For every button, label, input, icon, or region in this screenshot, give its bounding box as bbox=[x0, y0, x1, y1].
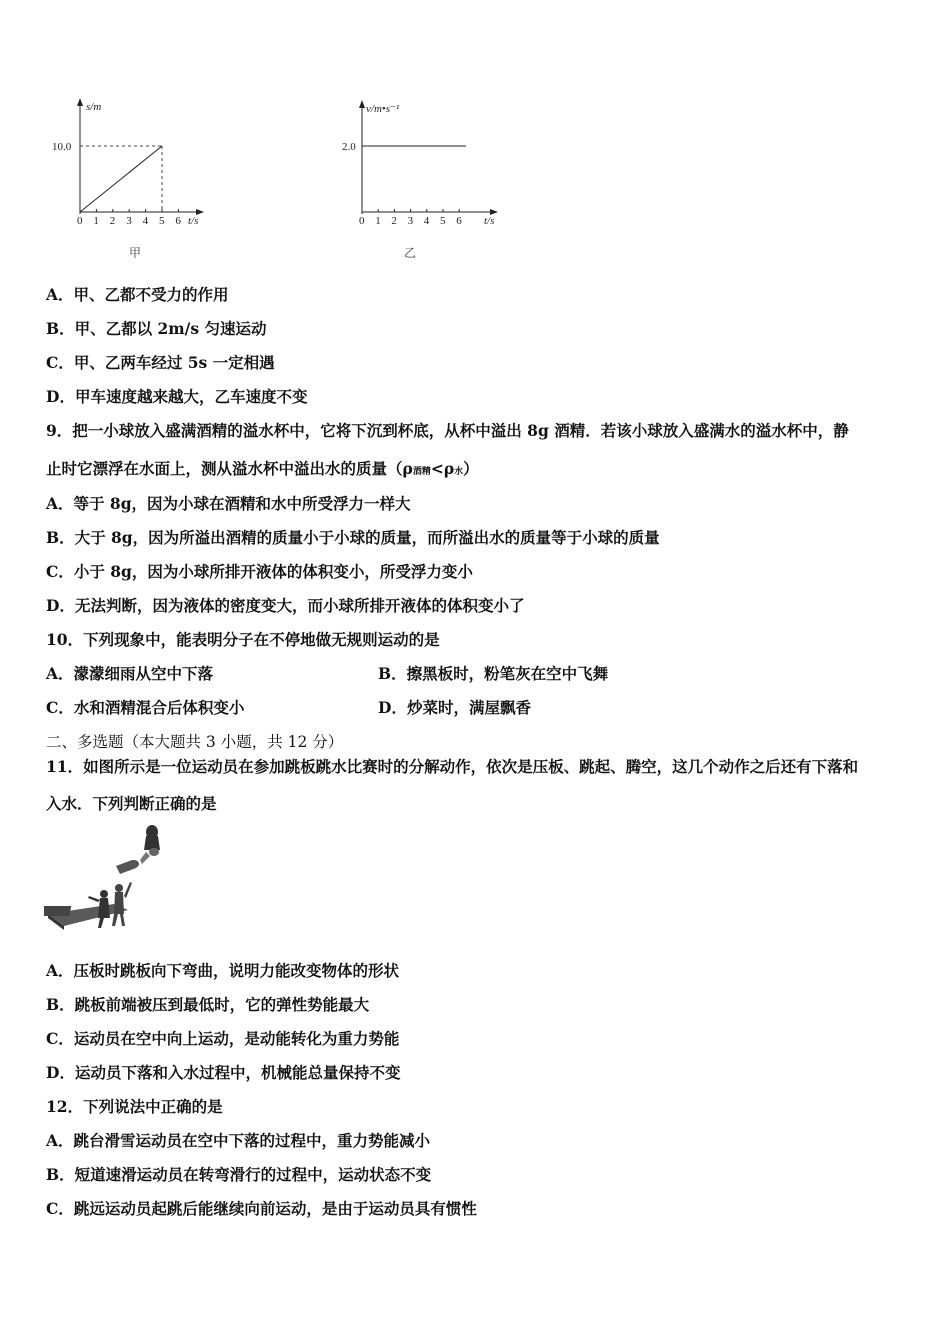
graph-jia-caption: 甲 bbox=[129, 246, 142, 260]
q9-stem-line1: 9．把一小球放入盛满酒精的溢水杯中，它将下沉到杯底，从杯中溢出 8g 酒精．若该小球放入盛满水的溢水杯中，静 bbox=[46, 421, 849, 440]
q8-option-d: D．甲车速度越来越大，乙车速度不变 bbox=[46, 387, 308, 406]
q10-option-c: C．水和酒精混合后体积变小 bbox=[46, 698, 245, 717]
q11-option-a: A．压板时跳板向下弯曲，说明力能改变物体的形状 bbox=[46, 961, 400, 980]
q10-stem: 10．下列现象中，能表明分子在不停地做无规则运动的是 bbox=[46, 630, 440, 649]
q11-option-d: D．运动员下落和入水过程中，机械能总量保持不变 bbox=[46, 1063, 401, 1082]
x-tick-label: 4 bbox=[142, 215, 149, 227]
x-tick-label: 0 bbox=[77, 215, 83, 227]
x-axis-label: t/s bbox=[188, 215, 199, 227]
y-axis-label: s/m bbox=[86, 101, 102, 113]
q9-stem-line2 bbox=[46, 459, 479, 482]
q9-compare: <ρ bbox=[430, 459, 455, 478]
y-value-label: 2.0 bbox=[342, 141, 356, 153]
q8-option-c: C．甲、乙两车经过 5s 一定相遇 bbox=[46, 353, 275, 372]
x-tick-label: 6 bbox=[456, 215, 462, 227]
y-axis-label: v/m•s⁻¹ bbox=[366, 103, 400, 115]
x-tick-label: 5 bbox=[440, 215, 446, 227]
section-heading: 二、多选题（本大题共 3 小题，共 12 分） bbox=[46, 733, 344, 751]
q8-option-b: B．甲、乙都以 2m/s 匀速运动 bbox=[46, 319, 267, 338]
q11-stem-line2: 入水．下列判断正确的是 bbox=[46, 794, 217, 813]
q9-option-a: A．等于 8g，因为小球在酒精和水中所受浮力一样大 bbox=[46, 494, 411, 513]
x-tick-label: 4 bbox=[423, 215, 430, 227]
graph-jia bbox=[40, 96, 270, 236]
q12-option-b: B．短道速滑运动员在转弯滑行的过程中，运动状态不变 bbox=[46, 1165, 432, 1184]
x-tick-label: 3 bbox=[407, 215, 414, 227]
diver-top bbox=[144, 825, 160, 856]
q9-option-d: D．无法判断，因为液体的密度变大，而小球所排开液体的体积变小了 bbox=[46, 596, 525, 615]
q11-option-c: C．运动员在空中向上运动，是动能转化为重力势能 bbox=[46, 1029, 400, 1048]
q12-stem: 12．下列说法中正确的是 bbox=[46, 1097, 223, 1116]
x-tick-label: 2 bbox=[109, 215, 116, 227]
x-tick-label: 5 bbox=[159, 215, 165, 227]
q8-option-a: A．甲、乙都不受力的作用 bbox=[46, 285, 229, 304]
q12-option-c: C．跳远运动员起跳后能继续向前运动，是由于运动员具有惯性 bbox=[46, 1199, 477, 1218]
graph-yi-caption: 乙 bbox=[404, 246, 417, 260]
x-axis-label: t/s bbox=[484, 215, 495, 227]
y-axis-arrow bbox=[359, 100, 365, 108]
q9-stem-text: 止时它漂浮在水面上，测从溢水杯中溢出水的质量（ρ bbox=[46, 459, 413, 478]
series-line bbox=[80, 146, 162, 212]
x-tick-label: 1 bbox=[375, 215, 381, 227]
diver-jump bbox=[112, 882, 132, 926]
q11-option-b: B．跳板前端被压到最低时，它的弹性势能最大 bbox=[46, 995, 370, 1014]
q10-option-b: B．擦黑板时，粉笔灰在空中飞舞 bbox=[378, 664, 609, 683]
q9-close: ） bbox=[463, 459, 479, 478]
x-tick-label: 6 bbox=[175, 215, 181, 227]
x-tick-label: 1 bbox=[93, 215, 99, 227]
q10-option-a: A．濛濛细雨从空中下落 bbox=[46, 664, 214, 683]
x-tick-label: 3 bbox=[126, 215, 132, 227]
q9-option-c: C．小于 8g，因为小球所排开液体的体积变小，所受浮力变小 bbox=[46, 562, 473, 581]
x-tick-label: 2 bbox=[391, 215, 397, 227]
q11-stem-line1: 11．如图所示是一位运动员在参加跳板跳水比赛时的分解动作，依次是压板、跳起、腾空，这几个动作之后还有下落和 bbox=[46, 757, 859, 776]
y-value-label: 10.0 bbox=[52, 141, 72, 153]
graph-yi bbox=[320, 96, 550, 236]
q9-sub-water: 水 bbox=[454, 467, 464, 477]
y-axis-arrow bbox=[77, 98, 83, 106]
x-tick-label: 0 bbox=[359, 215, 365, 227]
diver-air bbox=[116, 852, 150, 874]
q9-sub-alcohol: 酒精 bbox=[412, 467, 431, 477]
diving-figure bbox=[44, 822, 174, 937]
q9-option-b: B．大于 8g，因为所溢出酒精的质量小于小球的质量，而所溢出水的质量等于小球的质量 bbox=[46, 528, 660, 547]
q10-option-d: D．炒菜时，满屋飘香 bbox=[378, 698, 531, 717]
q12-option-a: A．跳台滑雪运动员在空中下落的过程中，重力势能减小 bbox=[46, 1131, 431, 1150]
